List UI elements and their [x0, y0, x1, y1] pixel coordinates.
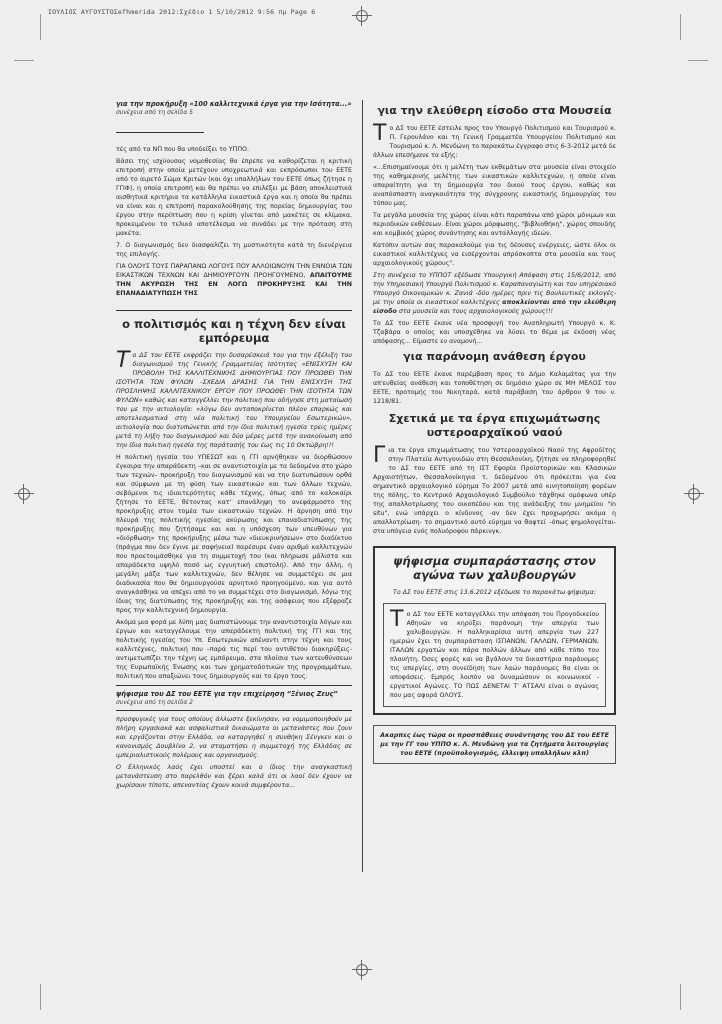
right-column	[373, 100, 616, 764]
paragraph: «...Επισημαίνουμε ότι η μελέτη των εκθεμάτων στα μουσεία είναι στοιχείο της καθημερινής μελέτης των εικαστικών καλλιτεχνών, η οποία είναι απαραίτητη για τη δημιουργία του δικού τους έργου, καθώς και αναπόσπαστη αναγκαιότητα της σύγχρονης εικαστικής δημιουργίας του τόπου μας.	[373, 164, 616, 207]
demand-bold: ΑΠΑΙΤΟΥΜΕ ΤΗΝ ΑΚΥΡΩΣΗ ΤΗΣ ΕΝ ΛΟΓΩ ΠΡΟΚΗΡΥΞΗΣ ΚΑΙ ΤΗΝ ΕΠΑΝΑΔΙΑΤΥΠΩΣΗ ΤΗΣ	[116, 272, 352, 297]
paragraph-text: ο ΔΣ του ΕΕΤΕ έστειλε προς τον Υπουργό Πολιτισμού και Τουρισμού κ. Π. Γερουλάνο και τη Γενική Γραμματέα Υπουργείου Πολιτισμού και Τουρισμού κ. Λ. Μενδώνη το παρακάτω έγγραφο στις 6-3-2012 μετά δε άλλων επεσήμανε τα εξής:	[373, 125, 616, 159]
paragraph	[373, 271, 616, 316]
paragraph	[373, 443, 616, 536]
demand-text: ΓΙΑ ΟΛΟΥΣ ΤΟΥΣ ΠΑΡΑΠΑΝΩ ΛΟΓΟΥΣ ΠΟΥ ΑΛΛΟΙΩΝΟΥΝ ΤΗΝ ΕΝΝΟΙΑ ΤΩΝ ΕΙΚΑΣΤΙΚΩΝ ΤΕΧΝΩΝ ΚΑΙ ΔΗΜΙΟΥΡΓΟΥΝ ΠΡΟΗΓΟΥΜΕΝΟ,	[116, 263, 352, 279]
resolution-inner-box	[383, 603, 606, 707]
paragraph: Ακόμα μια φορά με λύπη μας διαπιστώνουμε την αναντιστοιχία λόγων και έργων και καταγγέλουμε την απαράδεκτη πολιτική της ΓΓΙ και της πολιτικής ηγεσίας του Υπ. Εσωτερικών απέναντι στην τέχνη και τους καλλιτέχνες, πολιτική που –παρά τις περί του αντιθέτου διακηρύξεις- αντιμετωπίζει την τέχνη ως εμπόρευμα, στα πλαίσια των κατευθύνσεων της Ευρωπαϊκής Ένωσης και των χρηματοδοτικών της προγραμμάτων, πολιτική που απαξιώνει τους δημιουργούς και το έργο τους.	[116, 619, 352, 680]
crop-mark-bottom	[352, 960, 372, 980]
paragraph	[373, 121, 616, 160]
edge-line	[40, 984, 41, 1010]
paragraph: Κατόπιν αυτών σας παρακαλούμε για τις δέουσες ενέργειες, ώστε όλοι οι εικαστικοί καλλιτέχνες να εισέρχονται απρόσκοπτα στα μουσεία και τους αρχαιολογικούς χώρους".	[373, 242, 616, 267]
resolution-title: ψήφισμα συμπαράστασης στον αγώνα των χαλυβουργών	[393, 554, 596, 582]
paragraph: Βάσει της ισχύουσας νομοθεσίας θα έπρεπε να καθορίζεται η κριτική επιτροπή στην οποία μετέχουν υποχρεωτικά και εκπρόσωποι του ΕΕΤΕ από το αιρετό Σώμα Κριτών (και όχι υπαλλήλων του ΕΕΤΕ όπως ζήτησε η ΓΓΙΦ), η οποία επιτροπή και θα πρέπει να επιλέξει με βάση αποκλειστικά αισθητικά κριτήρια τα κατάλληλα εικαστικά έργα και η οποία θα πρέπει να είναι και η επιτροπή παρακολούθησης της πορείας δημιουργίας του έργου στην περίπτωση που η κρίση γίνεται από μακέτες σε κλίμακα, προκειμένου το τελικό αποτέλεσμα να συνάδει με την πρόταση στη μακέτα.	[116, 158, 352, 237]
paragraph-text: ια τα έργα επιχωμάτωσης του Υστεροαρχαϊκού Ναού της Αφροδίτης στην Πλατεία Αντιγονιδών στη Θεσσαλονίκη, ζήτησε να πληροφορηθεί το ΔΣ του ΕΕΤΕ από τη ΙΣΤ Εφορία Προϊστορικών και Κλασικών Αρχαιοτήτων, Θεσσαλονίκηγια τ, δεδομένου ότι πρόκειται για ένα σημαντικό αρχαιολογικό εύρημα Το 2007 μετά από κινητοποίηση φορέων της πόλης, το Κεντρικό Αρχαιολογικό Συμβούλιο τάχθηκε ομόφωνα υπέρ της απαλλοτρίωσης του οικοπέδου και της ανάδειξης του μνημείου "in situ", ενώ υπάρχει ο κίνδυνος -αν δεν έχει προχωρήσει ακόμα η απαλλοτρίωση- το σημαντικό αυτό εύρημα να θαφτεί –όπως φημολογείται- στα υπόγεια ενός πολυόροφου πάρκινγκ.	[373, 447, 616, 535]
crop-mark-right	[684, 484, 704, 504]
paragraph: Ο Ελληνικός λαός έχει υποστεί και ο ίδιος την αναγκαστική μετανάστευση στο παρελθόν και ξέρει καλά ότι οι λαοί δεν έχουν να χωρίσουν τίποτε, απεναντίας έχουν κοινά συμφέροντα...	[116, 764, 352, 789]
divider	[116, 132, 204, 133]
drop-cap: Γ	[373, 443, 386, 468]
edge-line	[680, 984, 681, 1010]
note-text: Ακαρπες έως τώρα οι προσπάθειες συνάντησης του ΔΣ του ΕΕΤΕ με την ΓΓ του ΥΠΠΟ κ. Λ. Μενδώνη για τα ζητήματα λειτουργίας του ΕΕΤΕ (προϋπολογισμός, έλλειψη υπαλλήλων κλπ)	[380, 732, 609, 757]
resolution-intro: Το ΔΣ του ΕΕΤΕ στις 13.6.2012 εξέδωσε το παρακάτω ψήφισμα:	[393, 589, 596, 596]
paragraph: προσφυγικές για τους οποίους άλλωστε ξεκίνησαν, να νομιμοποιηθούν με πλήρη εργασιακά και ασφαλιστικά δικαιώματα οι μετανάστες που ζουν και εργάζονται στην Ελλάδα, να καταργηθεί η συνθήκη Σένγκεν και ο κανονισμός Δουβλίνο 2, να σταματήσει η συμμετοχή της Ελλάδας σε ιμπεριαλιστικούς πολέμους και οργανισμούς.	[116, 716, 352, 759]
paragraph-text: στα μουσεία και τους αρχαιολογικούς χώρους!!!	[396, 308, 554, 315]
paragraph: Τα μεγάλα μουσεία της χώρας είναι κάτι παραπάνω από χώροι μόνιμων και περιοδικών εκθέσεων. Είναι χώροι μόρφωσης, "βιβλιοθήκη", χώρος σπουδής και κομβικός χώρος συνάντησης και ανταλλαγής ιδεών.	[373, 212, 616, 237]
article-heading: ο πολιτισμός και η τέχνη δεν είναι εμπόρευμα	[122, 317, 346, 345]
crop-mark-top	[352, 6, 372, 26]
print-slug: ΙΟΥΛΙΟΣ ΑΥΓΟΥΣΤΟΣefhmerida 2012:Σχέδιο 1 5/10/2012 9:56 πμ Page 6	[48, 8, 316, 16]
paragraph-text: ο ΔΣ του ΕΕΤΕ καταγγέλλει την απόφαση του Προγοδικείου Αθηνών να κηρύξει παράνομη την απεργία των χαλυβουργών. Η παλληκαρίσια αυτή απεργία των 227 ημερών έχει τη συμπαράσταση ΙΣΠΑΝΩΝ, ΓΑΛΛΩΝ, ΓΕΡΜΑΝΩΝ, ΙΤΑΛΩΝ εργατών και πάρα πολλών άλλων από κάθε τόπο του πλανήτη. Όσες φορές και να βγάλουν τα δικαστήρια παράνομες τις απεργίες, στη συνείδηση των λαών παράνομες θα είναι οι αποφάσεις. Εμπρός λοιπόν να δυναμώσουν οι κοινωνικοί - εργατικοί Αγώνες. ΤΟ ΠΩΣ ΔΕΝΕΤΑΙ Τ' ΑΤΣΑΛΙ είναι ο αγώνας που μας αφορά ΟΛΟΥΣ.	[390, 611, 599, 699]
left-column	[116, 100, 352, 793]
article-heading: για την ελεύθερη είσοδο στα Μουσεία	[377, 104, 612, 117]
divider	[116, 710, 352, 711]
crop-mark-left	[14, 484, 34, 504]
paragraph-text: Στη συνέχεια το ΥΠΠΟΤ εξέδωσε Υπουργική Απόφαση στις 15/6/2012, από την Υπηρεσιακή Υπουργό Πολιτισμού κ. Καραπαναγιώτη και τον υπηρεσιακό Υπουργό Οικονομικών κ. Ζανιά -δύο ημέρες πριν τις Βουλευτικές εκλογές- με την οποία οι εικαστικοί καλλιτέχνες	[373, 272, 616, 306]
paragraph: 7. Ο διαγωνισμός δεν διασφαλίζει τη μυστικότητα κατά τη διενέργεια της επιλογής.	[116, 242, 352, 258]
article-heading: Σχετικά με τα έργα επιχωμάτωσης υστεροαρχαϊκού ναού	[388, 412, 601, 439]
emphasis-text: αποκλείονται από την ελεύθερη είσοδο	[373, 299, 616, 315]
edge-line	[688, 60, 708, 61]
drop-cap: Τ	[116, 348, 130, 373]
divider	[116, 685, 352, 686]
paragraph: Το ΔΣ του ΕΕΤΕ έκανε νέα προσφυγή τον Αναπληρωτή Υπουργό κ. Κ. Τζαβάρα ο οποίος και υποσχέθηκε να λύσει το θέμα με έκδοση νέας απόφασης... Είμαστε εν αναμονή...	[373, 320, 616, 345]
article-heading: για παράνομη ανάθεση έργου	[403, 350, 586, 363]
demand-paragraph	[116, 262, 352, 298]
paragraph: Η πολιτική ηγεσία του ΥΠΕΣΩΤ και η ΓΓΙ αρνήθηκαν να διορθώσουν έγκαιρα την απαράδεκτη –και σε αναντιστοιχία με τα δεδομένα στο χώρο των τεχνών– προκήρυξη του διαγωνισμού και να την διατυπώσουν ορθά και σύμφωνα με τη φύση των εικαστικών και των άλλων τεχνών, σεβόμενοι τις ιδιαιτερότητες κάθε τέχνης, όπως από το καλοκαίρι ζήτησε το ΕΕΤΕ, θέτοντας κατ' επανάληψη το ανεφάρμοστο της προκήρυξης στον τομέα των εικαστικών τεχνών. Η άρνηση από την πλευρά της πολιτικής ηγεσίας ακύρωσης και επαναδιατύπωσης της προκήρυξης που ζητήσαμε και και η υπόσχεση των υπευθύνων για «διόρθωση» της προκήρυξης μέσω των «διευκρινήσεων» στο διαδίκτυο (πράγμα που δεν έγινε με σαφήνεια) παρέσυρε έναν αριθμό καλλιτεχνών που προετοιμάσθηκε για τη συμμετοχή του (και πλήρωσε μάλιστα και απαράδεκτα υψηλό ποσό ως εγγυητική επιστολή). Από την άλλη, η μεγάλη μάζα των καλλιτεχνών, δεν θέλησε να συμμετέχει σε μια διαδικασία που θα δημιουργούσε αρνητικό προηγούμενο, και για αυτό αναγκάσθηκε να απέχει από το να συμμετέχει στο διαγωνισμό, λόγω της ίδιας της διατύπωσης της προκήρυξης και της ασάφειας που εξέφραζε προς την καλλιτεχνική δημιουργία.	[116, 454, 352, 614]
column-divider	[362, 100, 363, 872]
divider	[116, 310, 352, 311]
note-box	[373, 725, 616, 764]
edge-line	[40, 14, 41, 40]
continuation-subtitle: συνέχεια από τη σελίδα 5	[116, 109, 194, 116]
edge-line	[680, 14, 681, 40]
resolution-box	[373, 546, 616, 715]
paragraph	[390, 607, 599, 700]
paragraph	[116, 348, 352, 450]
paragraph-text: ο ΔΣ του ΕΕΤΕ εκφράζει την δυσαρέσκειά του για την έξέλιξη του διαγωνισμού της Γενικής Γραμματείας Ισότητας «ΕΝΙΣΧΥΣΗ ΚΑΙ ΠΡΟΒΟΛΗ ΤΗΣ ΚΑΛΛΙΤΕΧΝΙΚΗΣ ΔΗΜΙΟΥΡΓΙΑΣ ΠΟΥ ΠΡΟΩΘΕΙ ΤΗΝ ΙΣΟΤΗΤΑ ΤΩΝ ΦΥΛΩΝ -ΣΧΕΔΙΑ ΔΡΑΣΗΣ ΓΙΑ ΤΗΝ ΕΝΙΣΧΥΣΗ ΤΗΣ ΠΡΟΣΛΗΨΗΣ ΚΑΛΛΙΤΕΧΝΙΚΟΥ ΕΡΓΟΥ ΠΟΥ ΠΡΟΩΘΕΙ ΤΗΝ ΙΣΟΤΗΤΑ ΤΩΝ ΦΥΛΩΝ» καθώς και καταγγέλλει την πολιτική που οδήγησε στη ματαίωσή του με την αιτιολογία: «λόγω δεν ανταποκρίνεται πλέον επαρκώς και αποτελεσματικά στη νέα πολιτική του Υπουργείου Εσωτερικών», αιτιολογία που διατυπώνεται από την ίδια πολιτική ηγεσία τρεις ημέρες μετά τη λήξη του διαγωνισμού και δύο μέρες μετά την ανακοίνωση από την ίδια πολιτική ηγεσία της παράτασής του έως τις 10 Οκτώβρη!!!	[116, 352, 352, 449]
continuation-title: για την προκήρυξη «100 καλλιτεχνικά έργα για την Ισότητα...»	[116, 100, 352, 108]
drop-cap: Τ	[373, 121, 387, 146]
paragraph: Το ΔΣ του ΕΕΤΕ έκανε παρέμβαση προς το Δήμο Καλαμάτας για την απ'ευθείας ανάθεση και τοποθέτηση σε δημόσιο χώρο σε ΜΗ ΜΕΛΟΣ του ΕΕΤΕ, προτομής του Νικηταρά, κατά παράβαση του άρθρου 9 του ν. 1218/81.	[373, 371, 616, 405]
continuation-title: ψήφισμα του ΔΣ του ΕΕΤΕ για την επιχείρηση “Ξένιος Ζευς”	[116, 690, 338, 698]
drop-cap: Τ	[390, 607, 404, 632]
edge-line	[14, 60, 34, 61]
continuation-subtitle: συνέχεια από τη σελίδα 2	[116, 699, 194, 706]
paragraph: τές από τα ΝΠ που θα υποδείξει το ΥΠΠΟ.	[116, 146, 250, 153]
